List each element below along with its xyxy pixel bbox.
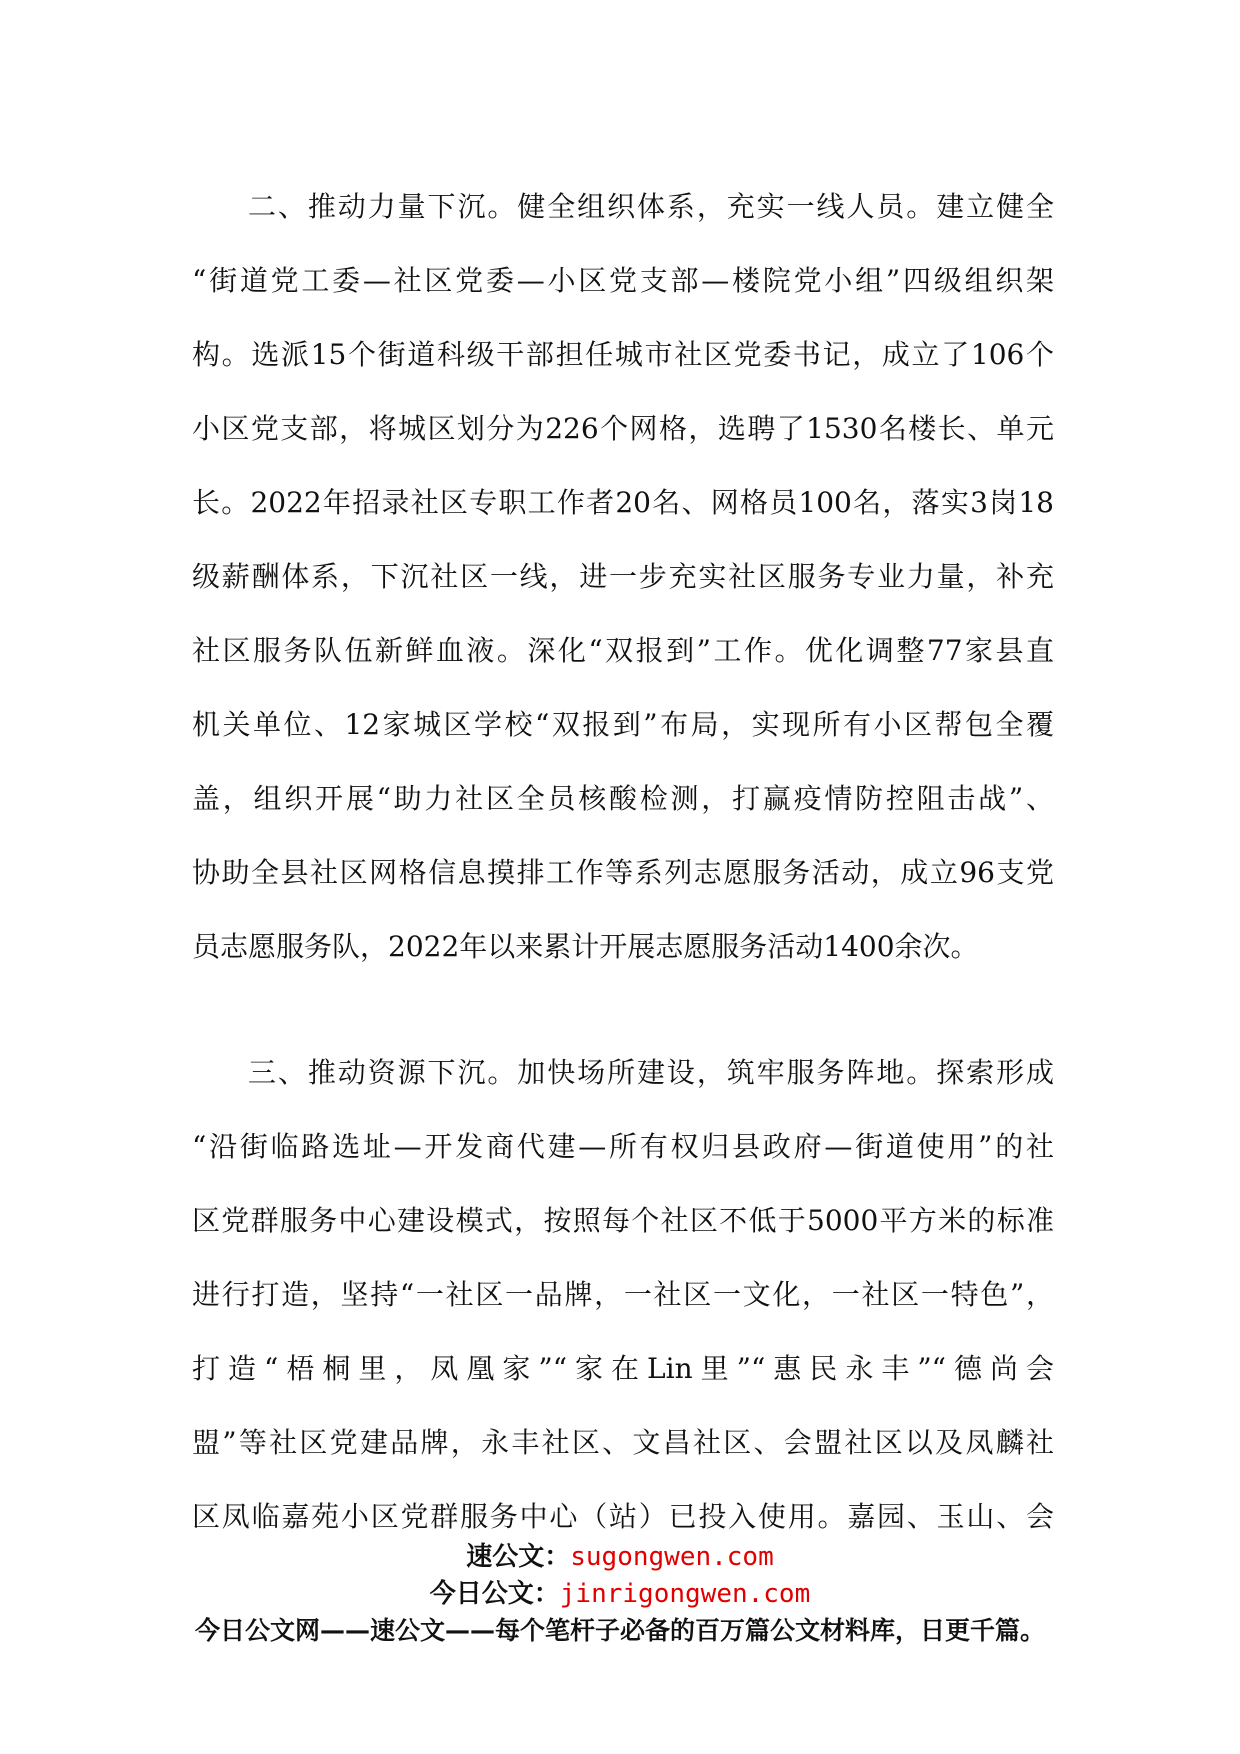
- paragraph-3: [192, 1036, 1054, 1554]
- footer-link-sugongwen[interactable]: sugongwen.com: [570, 1542, 774, 1572]
- footer-label: 速公文：: [466, 1542, 571, 1572]
- text-line: 盟”等社区党建品牌，永丰社区、文昌社区、会盟社区以及凤麟社: [192, 1426, 1054, 1459]
- footer-line-sugongwen: [0, 1536, 1240, 1573]
- text-line: 二、推动力量下沉。健全组织体系，充实一线人员。建立健全: [248, 190, 1054, 223]
- text-line: “街道党工委—社区党委—小区党支部—楼院党小组”四级组织架: [192, 264, 1054, 297]
- text-line: 打造“梧桐里，凤凰家”“家在Lin里”“惠民永丰”“德尚会: [192, 1352, 1054, 1385]
- body-text: [192, 170, 1054, 1554]
- text-line: 区凤临嘉苑小区党群服务中心（站）已投入使用。嘉园、玉山、会: [192, 1500, 1054, 1533]
- paragraph-spacer: [192, 984, 1054, 1036]
- paragraph-2: [192, 170, 1054, 984]
- text-line: 构。选派15个街道科级干部担任城市社区党委书记，成立了106个: [192, 338, 1054, 371]
- footer-label: 今日公文：: [429, 1579, 560, 1609]
- footer-link-jinrigongwen[interactable]: jinrigongwen.com: [559, 1579, 811, 1609]
- text-line: 协助全县社区网格信息摸排工作等系列志愿服务活动，成立96支党: [192, 856, 1054, 889]
- text-line: 员志愿服务队，2022年以来累计开展志愿服务活动1400余次。: [192, 930, 979, 963]
- text-line: 三、推动资源下沉。加快场所建设，筑牢服务阵地。探索形成: [248, 1056, 1054, 1089]
- text-line: 盖，组织开展“助力社区全员核酸检测，打赢疫情防控阻击战”、: [192, 782, 1054, 815]
- footer-line-jinrigongwen: [0, 1573, 1240, 1610]
- text-line: 长。2022年招录社区专职工作者20名、网格员100名，落实3岗18: [192, 486, 1054, 519]
- text-line: 小区党支部，将城区划分为226个网格，选聘了1530名楼长、单元: [192, 412, 1054, 445]
- text-line: 级薪酬体系，下沉社区一线，进一步充实社区服务专业力量，补充: [192, 560, 1054, 593]
- text-line: “沿街临路选址—开发商代建—所有权归县政府—街道使用”的社: [192, 1130, 1054, 1163]
- text-line: 社区服务队伍新鲜血液。深化“双报到”工作。优化调整77家县直: [192, 634, 1054, 667]
- text-line: 区党群服务中心建设模式，按照每个社区不低于5000平方米的标准: [192, 1204, 1054, 1237]
- text-line: 进行打造，坚持“一社区一品牌，一社区一文化，一社区一特色”，: [192, 1278, 1054, 1311]
- footer-slogan: 今日公文网——速公文——每个笔杆子必备的百万篇公文材料库，日更千篇。: [194, 1616, 1045, 1645]
- text-line: 机关单位、12家城区学校“双报到”布局，实现所有小区帮包全覆: [192, 708, 1054, 741]
